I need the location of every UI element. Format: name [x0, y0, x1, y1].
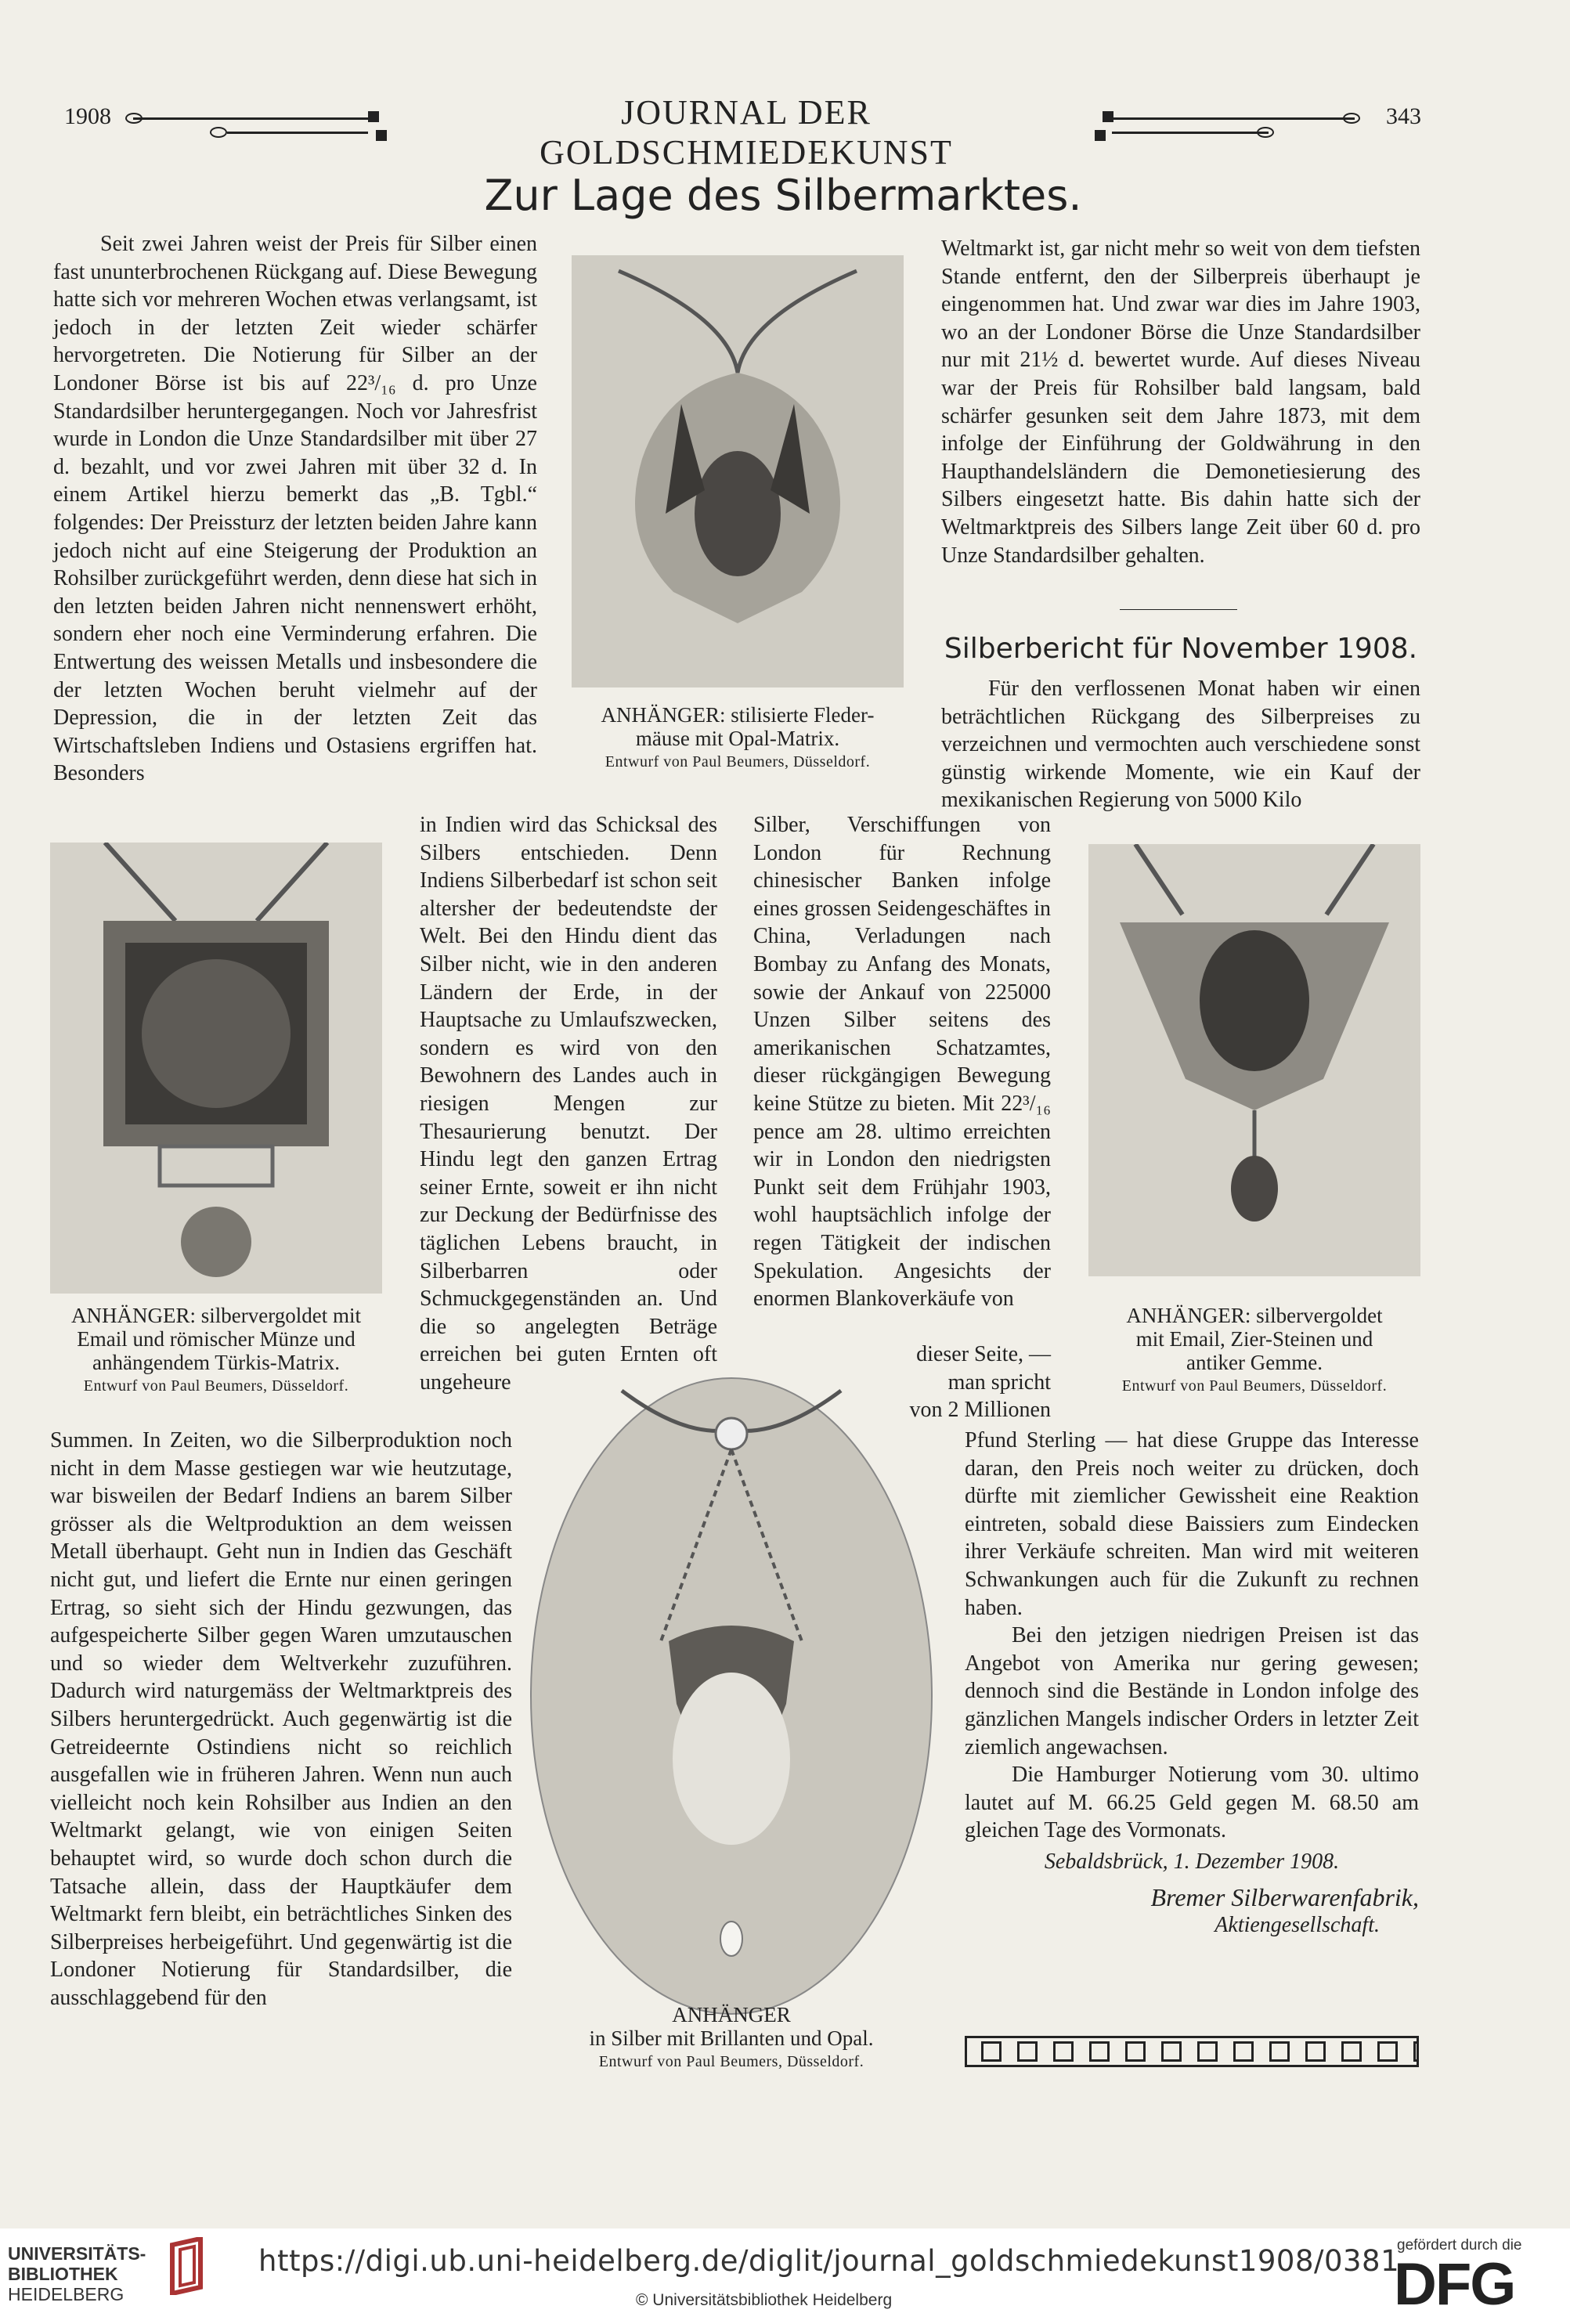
library-name: UNIVERSITÄTS- BIBLIOTHEK HEIDELBERG [8, 2243, 146, 2304]
report-paragraph: Für den verflossenen Monat haben wir einen beträchtlichen Rückgang des Silberpreises zu verzeichnen und vermochten auch verschiedene sonst günstig wirkende Momente, wie ein Kauf der mexikanischen Regierung von 5000 Kilo [941, 677, 1420, 813]
permalink-url[interactable]: https://digi.ub.uni-heidelberg.de/diglit/journal_goldschmiedekunst1908/0381 [258, 2244, 1400, 2278]
funded-by: gefördert durch die [1397, 2237, 1522, 2254]
article-paragraph: Seit zwei Jahren weist der Preis für Silber einen fast ununterbrochenen Rückgang auf. Diese Bewegung hatte sich vor mehreren Wochen etwas verlangsamt, ist jedoch in der letzten Zeit wieder schärfer hervorgetreten. Die Notierung für Silber an der Londoner Börse ist bis auf 22³/₁₆ d. pro Unze Standardsilber heruntergegangen. Noch vor Jahresfrist wurde in London die Unze Standardsilber mit über 27 d. bezahlt, und vor zwei Jahren mit über 32 d. In einem Artikel hierzu bemerkt das „B. Tgbl.“ folgendes: Der Preissturz der letzten beiden Jahre kann jedoch nicht auf eine Steigerung der Produktion an Rohsilber zurückgeführt werden, denn diese hat sich in den letzten beiden Jahren nicht nennenswert erhöht, sondern eher noch eine Verminderung erfahren. Die Entwertung des weissen Metalls und insbesondere die der letzten Wochen beruht vielmehr auf der Depression, die in der letzten Zeit das Wirtschaftsleben Indiens und Ostasiens ergriffen hat. Besonders [53, 232, 537, 786]
caption-right: ANHÄNGER: silbervergoldet mit Email, Zier-Steinen und antiker Gemme. Entwurf von Paul Beumers, Düsseldorf. [1121, 1304, 1388, 1395]
caption-left: ANHÄNGER: silbervergoldet mit Email und römischer Münze und anhängendem Türkis-Matrix. Entwurf von Paul Beumers, Düsseldorf. [71, 1304, 361, 1395]
oval-pendant-image [528, 1375, 935, 2017]
article-center-column [420, 811, 717, 1396]
report-paragraph: Silber, Verschiffungen von London für Rechnung chinesischer Banken infolge eines grossen Seidengeschäftes in China, Verladungen nach Bombay zu Anfang des Monats, sowie der Ankauf von 225000 Unzen Silber seitens des amerikanischen Schatzamtes, dieser rückgängigen Bewegung keine Stütze zu bieten. Mit 22³/₁₆ pence am 28. ultimo erreichten wir in London den niedrigsten Punkt seit dem Frühjahr 1903, wohl hauptsächlich infolge der regen Tätigkeit der indischen Spekulation. Angesichts der enormen Blankoverkäufe von [753, 813, 1051, 1312]
article-left-column [53, 230, 537, 788]
report-signature: Bremer Silberwarenfabrik, [1150, 1882, 1419, 1911]
report-place-date: Sebaldsbrück, 1. Dezember 1908. [1044, 1849, 1340, 1874]
article-paragraph: Summen. In Zeiten, wo die Silberproduktion noch nicht in dem Masse gestiegen war wie heutzutage, war bisweilen der Bedarf Indiens an barem Silber grösser als die Weltproduktion an dem weissen Metall überhaupt. Geht nun in Indien das Geschäft nicht gut, und liefert die Ernte nur einen geringen Ertrag, so sieht sich der Hindu gezwungen, das aufgespeicherte Silber gegen Waren umzutauschen und so wieder dem Weltverkehr zuzuführen. Dadurch wird naturgemäss der Weltmarktpreis des Silbers heruntergedrückt. Auch gegenwärtig ist die Getreideernte Ostindiens nicht so reichlich ausgefallen wie in früheren Jahren. Wenn nun auch vielleicht noch kein Rohsilber aus Indien an den Weltmarkt gelangt, wie von einigen Seiten behauptet wird, so wurde doch schon durch die Tatsache allein, dass der Hauptkäufer dem Weltmarkt fern bleibt, ein beträchtliches Sinken des Silberpreises herbeigeführt. Und gegenwärtig ist die Londoner Notierung für Standardsilber, die ausschlaggebend für den [50, 1428, 512, 2010]
report-paragraph: Die Hamburger Notierung vom 30. ultimo lautet auf M. 66.25 Geld gegen M. 68.50 am gleichen Tage des Vormonats. [965, 1763, 1419, 1843]
report-center-tail: dieser Seite, — man spricht von 2 Millionen [909, 1342, 1051, 1423]
report-center-column [753, 811, 1051, 1313]
caption-top-center: ANHÄNGER: stilisierte Fleder- mäuse mit Opal-Matrix. Entwurf von Paul Beumers, Düsseldorf. [601, 703, 875, 770]
report-intro [941, 675, 1420, 814]
page-number: 343 [1386, 103, 1421, 129]
journal-title: JOURNAL DER GOLDSCHMIEDEKUNST [540, 93, 953, 171]
library-logo-icon [163, 2237, 210, 2295]
report-title: Silberbericht für November 1908. [944, 633, 1418, 665]
report-paragraph: Pfund Sterling — hat diese Gruppe das Interesse daran, den Preis noch weiter zu drücken, doch dürfte mit ziemlicher Gewissheit eine Reaktion eintreten, sobald diese Baissiers zum Eindecken ihrer Verkäufe schreiten. Man wird mit weiteren Schwankungen auch für die Zukunft zu rechnen haben. [965, 1428, 1419, 1620]
article-left-bottom [50, 1427, 512, 2012]
header-year: 1908 [64, 103, 111, 129]
gemme-pendant-image [1088, 844, 1420, 1276]
dfg-logo: DFG [1394, 2251, 1515, 2318]
report-signature-company: Aktiengesellschaft. [1214, 1913, 1380, 1938]
article-right-column [941, 235, 1420, 569]
caption-bottom-center: ANHÄNGER in Silber mit Brillanten und Opal. Entwurf von Paul Beumers, Düsseldorf. [589, 2003, 874, 2070]
decorative-box-border [965, 2036, 1419, 2067]
report-right-bottom [965, 1427, 1419, 1940]
section-divider [1120, 609, 1237, 610]
report-paragraph: Bei den jetzigen niedrigen Preisen ist das Angebot von Amerika nur gering gewesen; dennoch sind die Bestände in London infolge des gänzlichen Mangels indischer Orders in letzter Zeit ziemlich angewachsen. [965, 1623, 1419, 1759]
copyright: © Universitätsbibliothek Heidelberg [636, 2291, 893, 2309]
article-title: Zur Lage des Silbermarktes. [484, 171, 1082, 220]
coin-pendant-image [50, 843, 382, 1294]
article-paragraph: in Indien wird das Schicksal des Silbers entschieden. Denn Indiens Silberbedarf ist schon seit altersher der bedeutendste der Welt. Bei den Hindu dient das Silber nicht, wie in den anderen Ländern der Erde, in der Hauptsache zu Umlaufszwecken, sondern es wird von den Bewohnern des Landes auch in riesigen Mengen zur Thesaurierung benutzt. Der Hindu legt den ganzen Ertrag seiner Ernte, soweit er ihn nicht zur Deckung der Bedürfnisse des täglichen Lebens braucht, in Silberbarren oder Schmuckgegenständen an. Und die so angelegten Beträge erreichen bei guten Ernten oft ungeheure [420, 813, 717, 1395]
article-paragraph: Weltmarkt ist, gar nicht mehr so weit von dem tiefsten Stande entfernt, den der Silberpreis überhaupt je eingenommen hat. Und zwar war dies im Jahre 1903, wo an der Londoner Börse die Unze Standardsilber nur mit 21½ d. bewertet wurde. Auf dieses Niveau war der Preis für Rohsilber bald langsam, bald schärfer gesunken seit dem Jahre 1873, mit dem infolge der Einführung der Goldwährung in den Haupthandelsländern die Demonetiesierung des Silbers eingesetzt hatte. Bis dahin hatte sich der Weltmarktpreis des Silbers lange Zeit über 60 d. pro Unze Standardsilber gehalten. [941, 236, 1420, 568]
bat-pendant-image [572, 255, 904, 687]
